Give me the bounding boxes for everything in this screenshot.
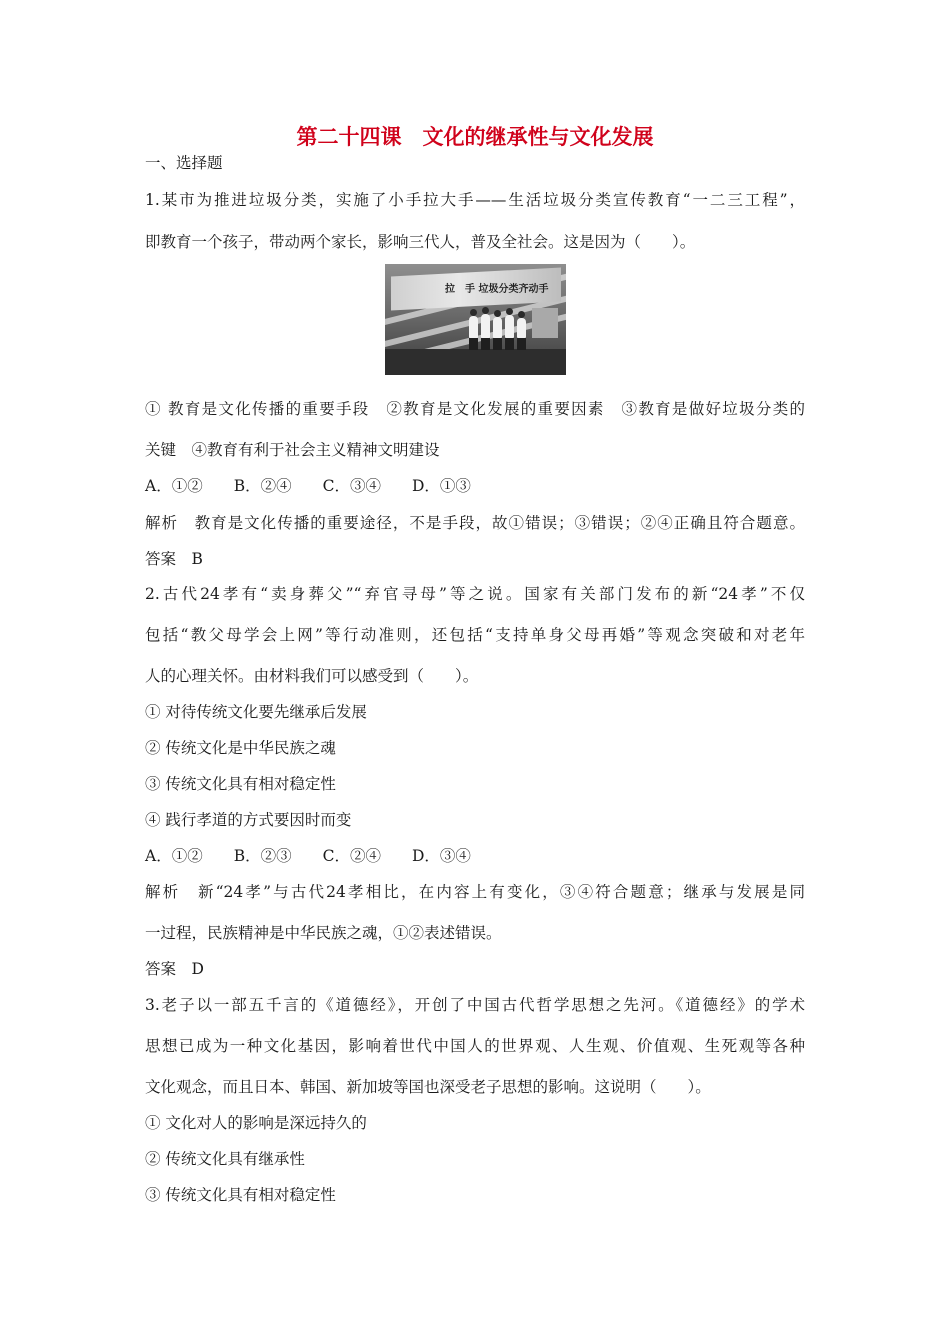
photo-child-legs [517, 338, 526, 350]
question-2-option-2: ② 传统文化是中华民族之魂 [145, 739, 336, 757]
question-2-option-3: ③ 传统文化具有相对稳定性 [145, 775, 336, 793]
question-2-stem-line-3: 人的心理关怀。由材料我们可以感受到（ ）。 [145, 667, 479, 685]
question-1-explanation: 解析 教育是文化传播的重要途径，不是手段，故①错误；③错误；②④正确且符合题意。 [145, 514, 805, 532]
photo-child [505, 315, 514, 338]
question-2-answer: 答案 D [145, 960, 204, 978]
question-3-stem-line-2: 思想已成为一种文化基因，影响着世代中国人的世界观、人生观、价值观、生死观等各种 [145, 1037, 805, 1055]
photo-child-legs [481, 338, 490, 350]
photo-child [517, 318, 526, 338]
question-3-stem-line-1: 3.老子以一部五千言的《道德经》，开创了中国古代哲学思想之先河。《道德经》的学术 [145, 996, 805, 1014]
question-1-options-line-1: ① 教育是文化传播的重要手段 ②教育是文化发展的重要因素 ③教育是做好垃圾分类的 [145, 400, 805, 418]
question-1-options-line-2: 关键 ④教育有利于社会主义精神文明建设 [145, 441, 440, 459]
question-1-stem-line-2: 即教育一个孩子，带动两个家长，影响三代人，普及全社会。这是因为（ ）。 [145, 233, 696, 251]
question-2-option-1: ① 对待传统文化要先继承后发展 [145, 703, 367, 721]
question-3-option-2: ② 传统文化具有继承性 [145, 1150, 305, 1168]
question-1-choices: A．①② B．②④ C．③④ D．①③ [145, 477, 471, 495]
question-3-stem-line-3: 文化观念，而且日本、韩国、新加坡等国也深受老子思想的影响。这说明（ ）。 [145, 1078, 711, 1096]
question-2-explanation-line-1: 解析 新“24孝”与古代24孝相比，在内容上有变化，③④符合题意；继承与发展是同 [145, 883, 805, 901]
question-1-answer: 答案 B [145, 550, 203, 568]
question-1-stem-line-1: 1.某市为推进垃圾分类，实施了小手拉大手——生活垃圾分类宣传教育“一二三工程”， [145, 191, 805, 209]
question-2-explanation-line-2: 一过程，民族精神是中华民族之魂，①②表述错误。 [145, 924, 502, 942]
garbage-sorting-photo [385, 264, 566, 375]
photo-child-legs [469, 338, 478, 350]
question-2-option-4: ④ 践行孝道的方式要因时而变 [145, 811, 352, 829]
question-2-stem-line-1: 2.古代24孝有“卖身葬父”“弃官寻母”等之说。国家有关部门发布的新“24孝”不仅 [145, 585, 805, 603]
photo-banner-text: 拉 手 垃圾分类齐动手 [445, 284, 549, 295]
photo-signboard [532, 308, 558, 338]
photo-ground [385, 349, 566, 375]
photo-child [493, 317, 502, 338]
page-title: 第二十四课 文化的继承性与文化发展 [296, 125, 654, 149]
photo-child-legs [505, 338, 514, 350]
photo-child [481, 314, 490, 338]
photo-child-legs [493, 338, 502, 350]
section-heading: 一、选择题 [145, 154, 223, 172]
question-2-stem-line-2: 包括“教父母学会上网”等行动准则，还包括“支持单身父母再婚”等观念突破和对老年 [145, 626, 805, 644]
question-2-choices: A．①② B．②③ C．②④ D．③④ [145, 847, 471, 865]
photo-child [469, 316, 478, 338]
question-3-option-3: ③ 传统文化具有相对稳定性 [145, 1186, 336, 1204]
question-3-option-1: ① 文化对人的影响是深远持久的 [145, 1114, 367, 1132]
